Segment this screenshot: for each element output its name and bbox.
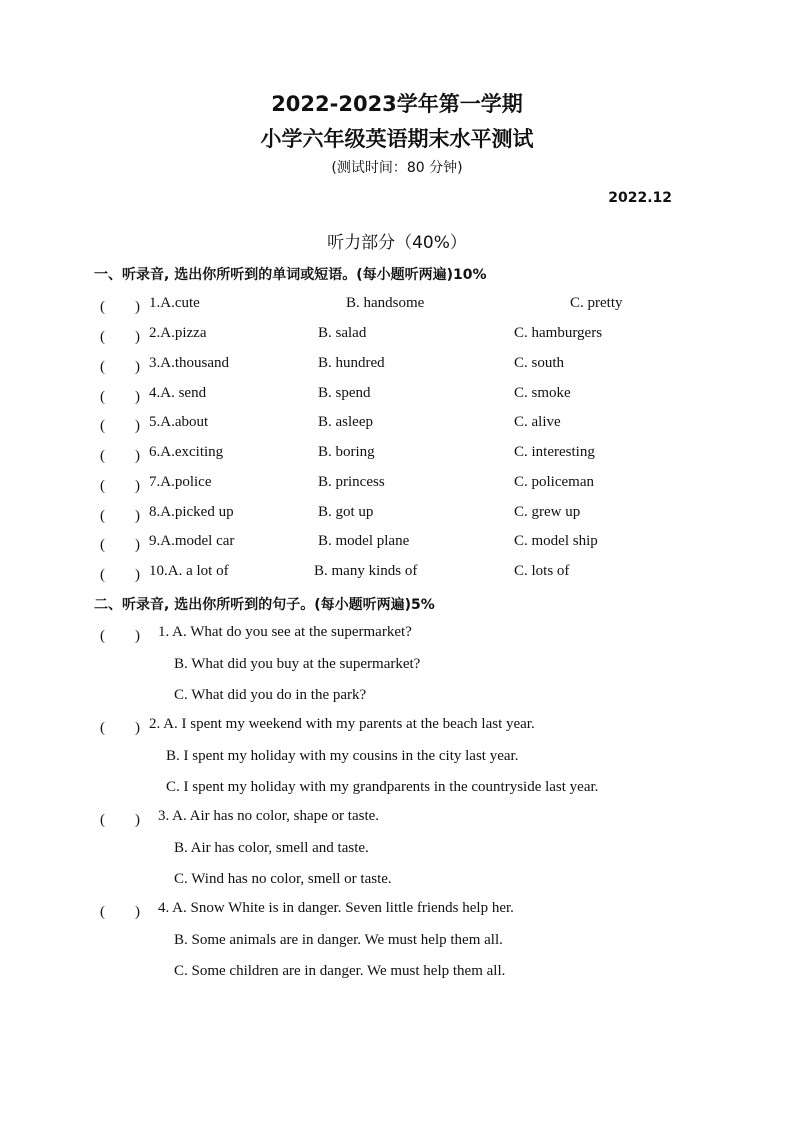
answer-blank[interactable]: ( ) [100,478,140,494]
section-2-title: 二、听录音, 选出你所听到的句子。(每小题听两遍)5% [94,597,435,613]
answer-blank[interactable]: ( ) [100,389,140,405]
answer-blank[interactable]: ( ) [100,628,140,644]
question-row [0,504,794,526]
option-a: 1.A.cute [149,295,200,311]
option-a: 3. A. Air has no color, shape or taste. [158,808,380,824]
option-a: 10.A. a lot of [149,563,229,579]
question-row [0,355,794,377]
option-a: 5.A.about [149,414,209,430]
question-row [0,295,794,317]
question-row [0,563,794,585]
answer-blank[interactable]: ( ) [100,508,140,524]
exam-title-year: 2022-2023学年第一学期 [271,92,523,116]
answer-blank[interactable]: ( ) [100,329,140,345]
option-b: B. princess [318,474,385,490]
option-c: C. model ship [514,533,598,549]
option-c: C. interesting [514,444,595,460]
option-c: C. Wind has no color, smell or taste. [174,871,392,887]
exam-time-note: (测试时间：80 分钟) [331,160,463,176]
option-a: 6.A.exciting [149,444,224,460]
option-c: C. hamburgers [514,325,603,341]
question-row [0,414,794,436]
exam-date: 2022.12 [608,190,672,206]
option-a: 3.A.thousand [149,355,229,371]
option-c: C. smoke [514,385,571,401]
option-a: 9.A.model car [149,533,235,549]
answer-blank[interactable]: ( ) [100,359,140,375]
answer-blank[interactable]: ( ) [100,720,140,736]
option-b: B. Some animals are in danger. We must help them all. [174,932,503,948]
option-b: B. boring [318,444,375,460]
option-a: 1. A. What do you see at the supermarket? [158,624,412,640]
answer-blank[interactable]: ( ) [100,418,140,434]
option-b: B. salad [318,325,367,341]
answer-blank[interactable]: ( ) [100,448,140,464]
exam-title-name: 小学六年级英语期末水平测试 [260,127,534,151]
option-b: B. many kinds of [314,563,418,579]
listening-part-title: 听力部分（40%） [327,233,467,253]
option-c: C. alive [514,414,561,430]
option-c: C. Some children are in danger. We must help them all. [174,963,506,979]
question-row [0,444,794,466]
option-c: C. grew up [514,504,581,520]
answer-blank[interactable]: ( ) [100,299,140,315]
option-b: B. asleep [318,414,373,430]
option-b: B. What did you buy at the supermarket? [174,656,421,672]
option-a: 4. A. Snow White is in danger. Seven little friends help her. [158,900,514,916]
option-b: B. Air has color, smell and taste. [174,840,369,856]
answer-blank[interactable]: ( ) [100,904,140,920]
question-row [0,533,794,555]
option-a: 7.A.police [149,474,212,490]
option-a: 4.A. send [149,385,207,401]
option-a: 8.A.picked up [149,504,234,520]
option-c: C. I spent my holiday with my grandparents in the countryside last year. [166,779,599,795]
question-row [0,385,794,407]
option-b: B. I spent my holiday with my cousins in the city last year. [166,748,519,764]
answer-blank[interactable]: ( ) [100,537,140,553]
option-c: C. lots of [514,563,570,579]
option-c: C. policeman [514,474,594,490]
option-c: C. south [514,355,565,371]
question-row [0,325,794,347]
option-a: 2.A.pizza [149,325,207,341]
option-b: B. got up [318,504,374,520]
option-c: C. pretty [570,295,623,311]
section-1-title: 一、听录音, 选出你所听到的单词或短语。(每小题听两遍)10% [94,267,487,283]
answer-blank[interactable]: ( ) [100,567,140,583]
option-a: 2. A. I spent my weekend with my parents at the beach last year. [149,716,535,732]
answer-blank[interactable]: ( ) [100,812,140,828]
option-c: C. What did you do in the park? [174,687,367,703]
option-b: B. model plane [318,533,410,549]
option-b: B. hundred [318,355,385,371]
question-row [0,474,794,496]
option-b: B. spend [318,385,371,401]
option-b: B. handsome [346,295,425,311]
